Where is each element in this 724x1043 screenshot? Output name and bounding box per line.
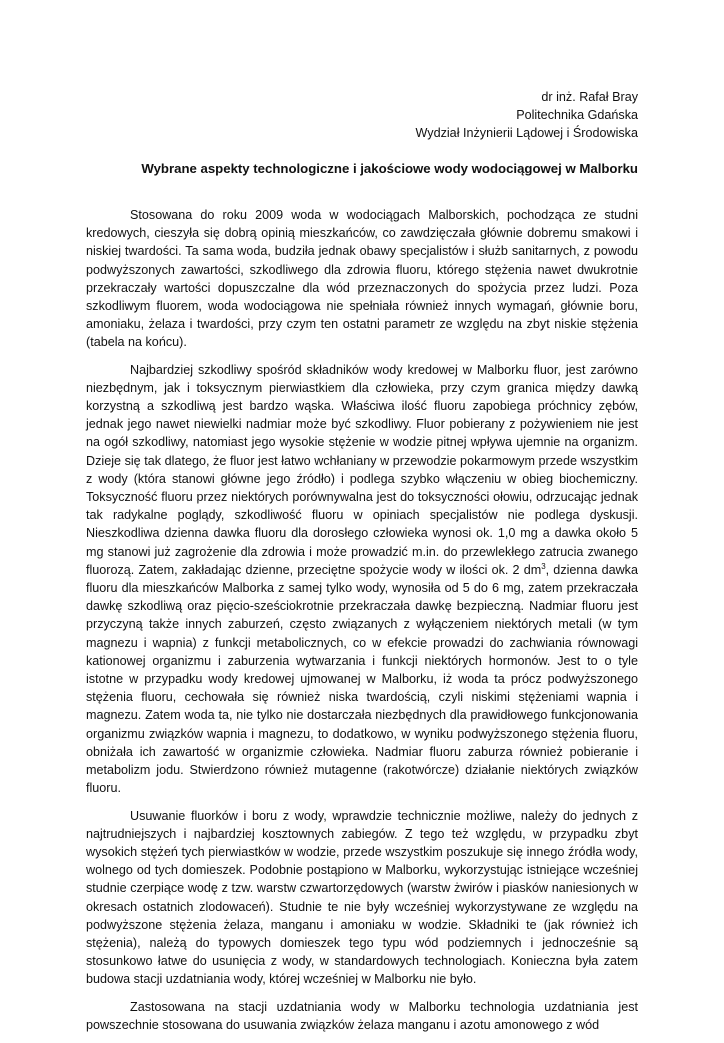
superscript-3: 3 bbox=[541, 561, 546, 571]
author-affiliation: Politechnika Gdańska bbox=[516, 108, 638, 122]
document-body bbox=[86, 206, 638, 1043]
paragraph-3: Usuwanie fluorków i boru z wody, wprawdzie technicznie możliwe, należy do jednych z najtrudniejszych i najbardziej kosztownych zabiegów. Z tego też względu, w przypadku zbyt wysokich stężeń tych pierwiastków w wodzie, przede wszystkim poszukuje się innego źródła wody, wolnego od tych domieszek. Podobnie postąpiono w Malborku, wykorzystując istniejące wcześniej studnie czerpiące wodę z tzw. warstw czwartorzędowych (warstw żwirów i piasków naniesionych w okresach ostatnich zlodowaceń). Studnie te nie były wcześniej wykorzystywane ze względu na podwyższone stężenia żelaza, manganu i amoniaku w wodzie. Składniki te (jak również ich stężenia), należą do typowych domieszek tego typu wód podziemnych i jednocześnie są stosunkowo łatwe do usunięcia z wody, w standardowych technologiach. Konieczna była zatem budowa stacji uzdatniania wody, której wcześniej w Malborku nie było. bbox=[86, 808, 638, 987]
paragraph-1: Stosowana do roku 2009 woda w wodociągach Malborskich, pochodząca ze studni kredowych, cieszyła się dobrą opinią mieszkańców, co zawdzięczała głównie dobremu smakowi i niskiej twardości. Ta sama woda, budziła jednak obawy specjalistów i służb sanitarnych, z powodu podwyższonych zawartości, szkodliwego dla zdrowia fluoru, którego stężenia nawet dwukrotnie przekraczały wartości dopuszczalne dla wód przeznaczonych do spożycia przez ludzi. Poza szkodliwym fluorem, woda wodociągowa nie spełniała również innych wymagań, głównie boru, amoniaku, żelaza i twardości, przy czym ten ostatni parametr ze względu na zbyt niskie stężenia (tabela na końcu). bbox=[86, 208, 638, 350]
paragraph-2-text-a: Najbardziej szkodliwy spośród składników wody kredowej w Malborku fluor, jest zarówno niezbędnym, jak i toksycznym pierwiastkiem dla człowieka, przy czym granica między dawką korzystną a szkodliwą jest bardzo wąska. Właściwa ilość fluoru zapobiega próchnicy zębów, jednak jego nawet niewielki nadmiar może być szkodliwy. Fluor pobierany z pożywieniem nie jest na ogół szkodliwy, natomiast jego wysokie stężenie w wodzie pitnej wpływa ujemnie na organizm. Dzieje się tak dlatego, że fluor jest łatwo wchłaniany w przewodzie pokarmowym przede wszystkim z wody (która stanowi główne jego źródło) i podlega szybko włączeniu w obieg biochemiczny. Toksyczność fluoru przez niektórych porównywalna jest do toksyczności ołowiu, odrzucając jednak tak radykalne poglądy, szkodliwość fluoru w opiniach specjalistów nie podlega dyskusji. Nieszkodliwa dzienna dawka fluoru dla dorosłego człowieka wynosi ok. 1,0 mg a dawka około 5 mg stanowi już zagrożenie dla zdrowia i może prowadzić m.in. do przewlekłego zatrucia zwanego fluorozą. Zatem, zakładając dzienne, przeciętne spożycie wody w ilości ok. 2 dm bbox=[86, 362, 638, 577]
author-name: dr inż. Rafał Bray bbox=[541, 90, 638, 104]
paragraph-2 bbox=[86, 361, 638, 798]
paragraph-2-text-b: , dzienna dawka fluoru dla mieszkańców Malborka z samej tylko wody, wynosiła od 5 do 6 mg, zatem przekraczała dawkę szkodliwą oraz pięcio-sześciokrotnie przekraczała dawkę bezpieczną. Nadmiar fluoru jest przyczyną także innych zaburzeń, często związanych z wyłączeniem niektórych metali (w tym magnezu i wapnia) z funkcji metabolicznych, co w efekcie prowadzi do zachwiania równowagi kationowej organizmu i zaburzenia wytwarzania i funkcji niektórych hormonów. Jest to o tyle istotne w przypadku wody kredowej ujmowanej w Malborku, iż woda ta prócz podwyższonego stężenia fluoru, cechowała się również niska twardością, czyli niskimi stężeniami wapnia i magnezu. Zatem woda ta, nie tylko nie dostarczała niezbędnych dla prawidłowego funkcjonowania organizmu związków wapnia i magnezu, to dodatkowo, w wyniku podwyższonego stężenia fluoru, obniżała ich zawartość w organizmie człowieka. Nadmiar fluoru zaburza również pobieranie i metabolizm jodu. Stwierdzono również mutagenne (rakotwórcze) działanie niektórych związków fluoru. bbox=[86, 562, 638, 796]
author-block bbox=[416, 88, 638, 142]
document-title: Wybrane aspekty technologiczne i jakościowe wody wodociągowej w Malborku bbox=[141, 161, 638, 176]
author-faculty: Wydział Inżynierii Lądowej i Środowiska bbox=[415, 126, 638, 140]
paragraph-4: Zastosowana na stacji uzdatniania wody w Malborku technologia uzdatniania jest powszechnie stosowana do usuwania związków żelaza manganu i azotu amonowego z wód bbox=[86, 999, 638, 1032]
